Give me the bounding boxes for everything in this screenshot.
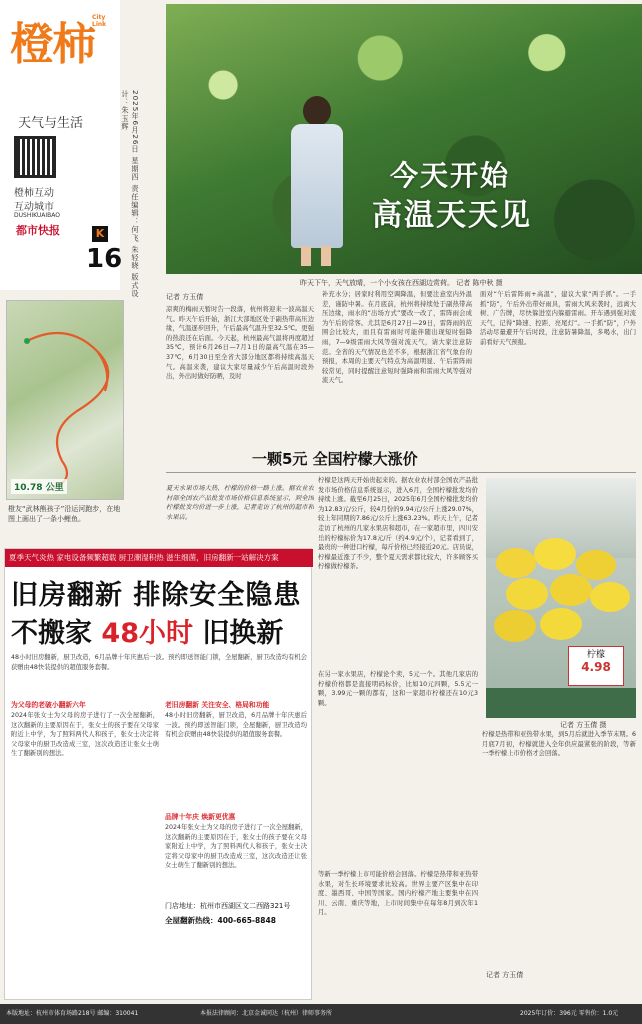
paper-name: 都市快报 [16, 224, 60, 237]
lemon-headline: 一颗5元 全国柠檬大涨价 [252, 450, 418, 468]
ad-banner: 夏季天气炎热 家电设备频繁超载 厨卫潮湿积热 滋生细菌，旧房翻新一站解决方案 [5, 549, 313, 567]
lemon-fruit [506, 578, 548, 610]
ad-sub-3: 品牌十年庆 焕新更优惠 [165, 813, 236, 821]
ad-address: 门店地址：杭州市西湖区文二西路321号 [165, 902, 291, 910]
lemon-body-4: 柠檬是热带和亚热带水果，到5月后就进入季节末期。6月底7月初，柠檬就进入全年供应最紧张的阶段，等新一季柠檬上市价格才会回落。 [482, 731, 636, 758]
weather-col-2: 补充水分；居家时利用空调降温，但要注意室内外温差，谨防中暑。在月底前，杭州将持续处于副热带高压边缘，雨水的“出场方式”要改一改了，雷阵雨会成为午后的常客。尤其是6月27日—29日，雷阵雨的范围会比较大，而且有雷雨时可能伴随出现短时强降雨，7—9级雷雨大风等强对流天气，请大家注意防范。全省的天气情况也差不多，根据浙江省气象台的预报，本周的主要天气特点为高温明显、午后雷阵雨较常见，同时提醒注意短时强降雨和雷雨大风等强对流天气。 [322, 291, 472, 385]
map-caption: 橙友“武林熊孩子”沿运河跑步，在地图上画出了一条小鲤鱼。 [8, 505, 121, 523]
hero-caption: 昨天下午，天气放晴，一个小女孩在西湖边赏荷。 记者 陈中秋 摄 [300, 279, 503, 287]
hero-headline-1: 今天开始 [390, 159, 511, 192]
weather-byline: 记者 方玉倩 [166, 293, 204, 301]
ad-headline-2c: 旧换新 [192, 618, 284, 649]
lemon-fruit [534, 538, 576, 570]
fitness-stats: 10.78 公里 [11, 479, 67, 494]
lemon-fruit [494, 610, 536, 642]
running-route [7, 301, 124, 500]
price-tag-value: 4.98 [581, 660, 611, 674]
qr-code[interactable] [14, 136, 56, 178]
ad-sub-1: 为父母的老破小翻新六年 [11, 701, 86, 709]
girl-figure [281, 96, 351, 266]
ad-headline-2b: 48小时 [101, 618, 193, 649]
ad-contact[interactable]: 全屋翻新热线：400-665-8848 [165, 916, 276, 925]
footer-right: 2025年订价：396元 零售价：1.0元 [520, 1010, 619, 1017]
brand-cn: 橙柿互动 [14, 188, 54, 199]
lemon-divider [166, 472, 636, 473]
masthead-logo: 橙柿 [10, 19, 94, 70]
hero-photo [166, 4, 642, 274]
masthead [0, 0, 140, 298]
lemon-fruit [590, 582, 630, 612]
lemon-photo [486, 478, 636, 718]
ad-body-3: 2024年张女士为父母的房子进行了一次全屋翻新，这次翻新的主要原因在于，张女士的孩子要在父母家附近上中学，为了照料两代人和孩子，张女士决定将父母家中的厨卫改造成三室，这次改造还让张女士萌生了翻新别的想法。 [165, 824, 307, 870]
footer-mid: 本报法律顾问：北京金诚同达（杭州）律师事务所 [200, 1010, 333, 1017]
ad-headline-1: 旧房翻新 排除安全隐患 [11, 580, 302, 611]
lemon-fruit [496, 548, 536, 578]
ad-headline-2 [11, 611, 283, 650]
lemon-fruit [540, 608, 582, 640]
logo-badge: City Link [92, 14, 107, 28]
lemon-body-1: 柠檬是这两天开始贵起来的。据农业农村部全国农产品批发市场价格信息系统显示，进入6月，全国柠檬批发均价持续上涨。截至6月25日，2025年6月全国柠檬批发均价为12.83元/公斤，较4月份的9.94元/公斤上涨29.07%，较上年同期的7.86元/公斤上涨63.23%。昨天上午，记者走访了杭州的几家水果店和超市，在一家超市里，四川安岳的柠檬标价为17.8元/斤（约4.9元/个），记者看到了，最贵的一种进口柠檬，每斤价格已经接近20元。店员说，柠檬最近涨了不少，整个夏天需求都比较大，许多顾客买柠檬做柠檬茶。 [318, 477, 478, 571]
footer-left: 本版地址：杭州市体育场路218号 邮编：310041 [6, 1010, 139, 1017]
lemon-byline: 记者 方玉倩 [486, 971, 524, 979]
footer-bar [0, 1004, 642, 1024]
brand-en: DUSHIKUAIBAO [14, 212, 60, 219]
hero-headline-2: 高温天天见 [372, 198, 532, 233]
price-tag [568, 646, 624, 686]
ad-sub-2: 老旧房翻新 关注安全、格局和功能 [165, 701, 270, 709]
brand-cn2: 互动城市 [14, 202, 54, 213]
running-map [6, 300, 124, 500]
price-tag-label: 柠檬 [586, 650, 605, 660]
lemon-body-3: 等新一季柠檬上市可能价格会回落。柠檬是热带和亚热带水果，对生长环境要求比较高。世界主要产区集中在印度、墨西哥、中国等国家。国内柠檬产地主要集中在四川、云南、重庆等地，上市时间集中在每年8月到次年1月。 [318, 871, 478, 917]
section-title: 天气与生活 [18, 116, 84, 131]
lemon-photo-caption: 记者 方玉倩 摄 [560, 721, 607, 729]
k-logo-icon: K [92, 226, 108, 242]
ad-block [4, 548, 312, 1000]
weather-col-3: 面对“午后雷阵雨+高温”，建议大家“两手抓”。一手抓“防”，午后外出带好雨具，雷雨大风来袭时，远离大树、广告牌，尽快躲进室内躲避雷雨。开车遇到强对流天气，记得“降速、控距、亮尾灯”。一手抓“防”，户外活动尽量避开午后时段，注意防暑降温，多喝水，出门前看好天气预报。 [480, 291, 636, 346]
lemon-intro: 夏天水果市场大热，柠檬的价格一路上涨。据农业农村部全国农产品批发市场价格信息系统显示，到全国柠檬批发均价进一步上涨，记者走访了杭州的超市和水果店。 [166, 485, 314, 521]
lemon-body-2: 在另一家水果店，柠檬论个卖，5元一个。其他几家店的柠檬价格都是直接明码标价，比如10元四颗，5.5元一颗，3.99元一颗的都有，这和一家超市柠檬还在10元3颗。 [318, 671, 478, 707]
dateline: 2025年6月26日 星期四 责任编辑：何飞 朱轻晓 版式设计：朱玉辉 [121, 90, 140, 298]
ad-lead: 48小时旧房翻新，厨卫改造，6月品牌十年庆惠后一波。预约即送智能门锁，全屋翻新，厨卫改造均有机会获赠由48快装提供的超值服务套餐。 [11, 654, 307, 671]
ad-body-2: 48小时旧房翻新，厨卫改造，6月品牌十年庆惠后一波。预约即送智能门锁，全屋翻新，厨卫改造均有机会获赠由48快装提供的超值服务套餐。 [165, 712, 307, 739]
page-number: 16 [86, 244, 123, 274]
ad-headline-2a: 不搬家 [11, 618, 102, 649]
weather-col-1: 凉爽的梅雨天暂时告一段落，杭州将迎来一波高温天气。昨天午后开始，浙江大部地区处于副热带高压边缘，气温逐步回升，午后最高气温升至32.5℃。更强的热浪还在后面。今天起，杭州最高气温将再度超过35℃，预计6月26日—7月1日的最高气温在35—37℃，6月30日至全省大部分地区都将持续高温天气。高温来袭，建议大家尽量减少午后高温时段外出，外出时做好防晒，及时 [166, 306, 314, 381]
lemon-fruit [550, 574, 592, 606]
ad-body: 2024年张女士为父母的房子进行了一次全屋翻新，这次翻新的主要原因在于，张女士的孩子要在父母家附近上中学，为了照料两代人和孩子，张女士决定将父母家中的厨卫改造成三室，这次改造还让张女士萌生了翻新别的想法。 [11, 712, 159, 758]
